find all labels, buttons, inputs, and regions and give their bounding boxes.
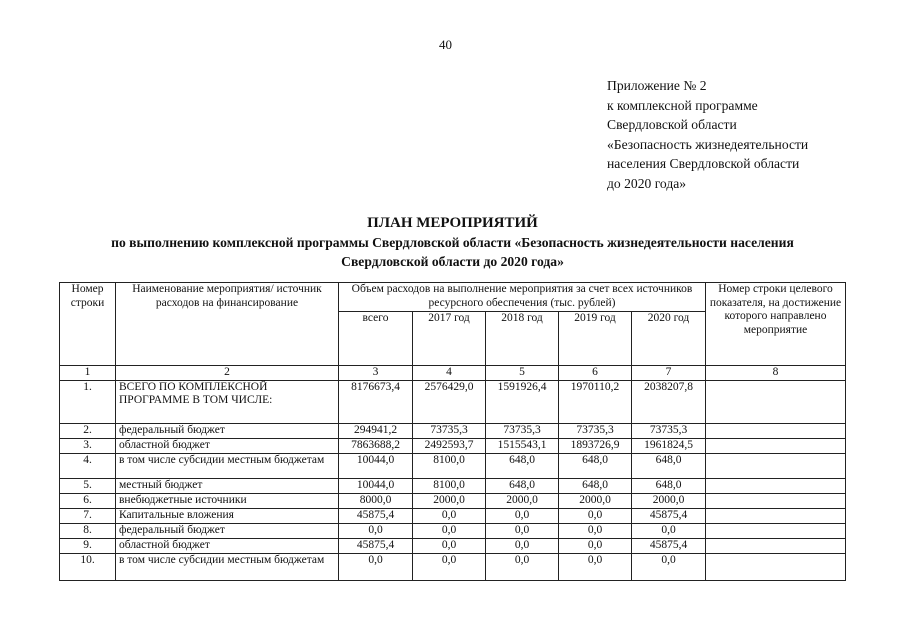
y2018-cell: 0,0	[486, 538, 559, 553]
column-number: 8	[706, 366, 846, 381]
total-cell: 8000,0	[339, 493, 413, 508]
y2017-cell: 0,0	[413, 553, 486, 580]
table-row	[60, 523, 846, 538]
row-name-cell: федеральный бюджет	[116, 523, 339, 538]
row-number-cell: 9.	[60, 538, 116, 553]
y2018-cell: 648,0	[486, 478, 559, 493]
title-line: Свердловской области до 2020 года»	[341, 254, 564, 269]
y2017-cell: 0,0	[413, 538, 486, 553]
target-cell	[706, 523, 846, 538]
y2019-cell: 0,0	[559, 538, 632, 553]
y2018-cell: 0,0	[486, 508, 559, 523]
total-cell: 294941,2	[339, 423, 413, 438]
appendix-note	[607, 76, 808, 193]
y2017-cell: 0,0	[413, 523, 486, 538]
row-number-cell: 3.	[60, 438, 116, 453]
table-row	[60, 478, 846, 493]
y2018-cell: 1515543,1	[486, 438, 559, 453]
total-cell: 45875,4	[339, 538, 413, 553]
y2017-cell: 73735,3	[413, 423, 486, 438]
y2017-cell: 8100,0	[413, 453, 486, 478]
row-name-cell: внебюджетные источники	[116, 493, 339, 508]
y2020-cell: 2000,0	[632, 493, 706, 508]
total-cell: 8176673,4	[339, 380, 413, 423]
y2019-cell: 73735,3	[559, 423, 632, 438]
row-number-cell: 6.	[60, 493, 116, 508]
row-number-cell: 1.	[60, 380, 116, 423]
row-name-cell: областной бюджет	[116, 438, 339, 453]
y2019-cell: 0,0	[559, 508, 632, 523]
appendix-line: к комплексной программе	[607, 97, 758, 113]
y2020-cell: 648,0	[632, 453, 706, 478]
y2017-cell: 0,0	[413, 508, 486, 523]
y2019-cell: 1970110,2	[559, 380, 632, 423]
row-number-cell: 2.	[60, 423, 116, 438]
plan-table	[59, 282, 846, 581]
table-row	[60, 438, 846, 453]
target-cell	[706, 423, 846, 438]
table-row	[60, 453, 846, 478]
y2020-cell: 1961824,5	[632, 438, 706, 453]
y2019-cell: 2000,0	[559, 493, 632, 508]
header-2017: 2017 год	[413, 311, 486, 365]
appendix-line: до 2020 года»	[607, 175, 687, 191]
y2020-cell: 648,0	[632, 478, 706, 493]
y2020-cell: 0,0	[632, 553, 706, 580]
y2017-cell: 8100,0	[413, 478, 486, 493]
y2020-cell: 45875,4	[632, 508, 706, 523]
y2017-cell: 2000,0	[413, 493, 486, 508]
y2020-cell: 0,0	[632, 523, 706, 538]
target-cell	[706, 478, 846, 493]
row-name-cell: местный бюджет	[116, 478, 339, 493]
appendix-line: «Безопасность жизнедеятельности	[607, 136, 809, 152]
header-target: Номер строки целевого показателя, на достижение которого направлено мероприятие	[706, 283, 846, 366]
y2019-cell: 0,0	[559, 523, 632, 538]
header-row-number: Номер строки	[60, 283, 116, 366]
table-row	[60, 538, 846, 553]
total-cell: 10044,0	[339, 453, 413, 478]
target-cell	[706, 538, 846, 553]
y2020-cell: 2038207,8	[632, 380, 706, 423]
total-cell: 0,0	[339, 523, 413, 538]
row-name-cell: в том числе субсидии местным бюджетам	[116, 453, 339, 478]
row-number-cell: 8.	[60, 523, 116, 538]
title-line: по выполнению комплексной программы Свердловской области «Безопасность жизнедеятельности населения	[111, 235, 794, 250]
y2020-cell: 45875,4	[632, 538, 706, 553]
target-cell	[706, 380, 846, 423]
column-number-row	[60, 366, 846, 381]
page-number: 40	[439, 37, 452, 52]
document-title	[40, 214, 865, 271]
row-number-cell: 5.	[60, 478, 116, 493]
row-number-cell: 7.	[60, 508, 116, 523]
table-row	[60, 493, 846, 508]
y2020-cell: 73735,3	[632, 423, 706, 438]
column-number: 2	[116, 366, 339, 381]
column-number: 5	[486, 366, 559, 381]
header-name: Наименование мероприятия/ источник расходов на финансирование	[116, 283, 339, 366]
header-2020: 2020 год	[632, 311, 706, 365]
target-cell	[706, 438, 846, 453]
column-number: 1	[60, 366, 116, 381]
column-number: 6	[559, 366, 632, 381]
total-cell: 10044,0	[339, 478, 413, 493]
y2018-cell: 73735,3	[486, 423, 559, 438]
column-number: 3	[339, 366, 413, 381]
target-cell	[706, 493, 846, 508]
total-cell: 7863688,2	[339, 438, 413, 453]
y2019-cell: 648,0	[559, 478, 632, 493]
y2018-cell: 2000,0	[486, 493, 559, 508]
header-2018: 2018 год	[486, 311, 559, 365]
y2018-cell: 0,0	[486, 553, 559, 580]
y2019-cell: 0,0	[559, 553, 632, 580]
title-main: ПЛАН МЕРОПРИЯТИЙ	[367, 215, 538, 231]
row-number-cell: 4.	[60, 453, 116, 478]
header-row	[60, 283, 846, 312]
row-name-cell: ВСЕГО ПО КОМПЛЕКСНОЙ ПРОГРАММЕ В ТОМ ЧИСЛЕ:	[116, 380, 339, 423]
appendix-line: населения Свердловской области	[607, 156, 800, 171]
y2017-cell: 2492593,7	[413, 438, 486, 453]
table-row	[60, 508, 846, 523]
target-cell	[706, 508, 846, 523]
table-row	[60, 380, 846, 423]
y2019-cell: 648,0	[559, 453, 632, 478]
row-number-cell: 10.	[60, 553, 116, 580]
target-cell	[706, 453, 846, 478]
y2017-cell: 2576429,0	[413, 380, 486, 423]
y2019-cell: 1893726,9	[559, 438, 632, 453]
header-total: всего	[339, 311, 413, 365]
header-2019: 2019 год	[559, 311, 632, 365]
y2018-cell: 0,0	[486, 523, 559, 538]
row-name-cell: федеральный бюджет	[116, 423, 339, 438]
appendix-line: Приложение № 2	[607, 78, 707, 93]
row-name-cell: Капитальные вложения	[116, 508, 339, 523]
column-number: 7	[632, 366, 706, 381]
appendix-line: Свердловской области	[607, 117, 737, 132]
y2018-cell: 648,0	[486, 453, 559, 478]
table-row	[60, 423, 846, 438]
total-cell: 0,0	[339, 553, 413, 580]
total-cell: 45875,4	[339, 508, 413, 523]
column-number: 4	[413, 366, 486, 381]
header-volume: Объем расходов на выполнение мероприятия за счет всех источников ресурсного обеспечения (тыс. рублей)	[339, 283, 706, 312]
target-cell	[706, 553, 846, 580]
row-name-cell: областной бюджет	[116, 538, 339, 553]
table-row	[60, 553, 846, 580]
y2018-cell: 1591926,4	[486, 380, 559, 423]
row-name-cell: в том числе субсидии местным бюджетам	[116, 553, 339, 580]
